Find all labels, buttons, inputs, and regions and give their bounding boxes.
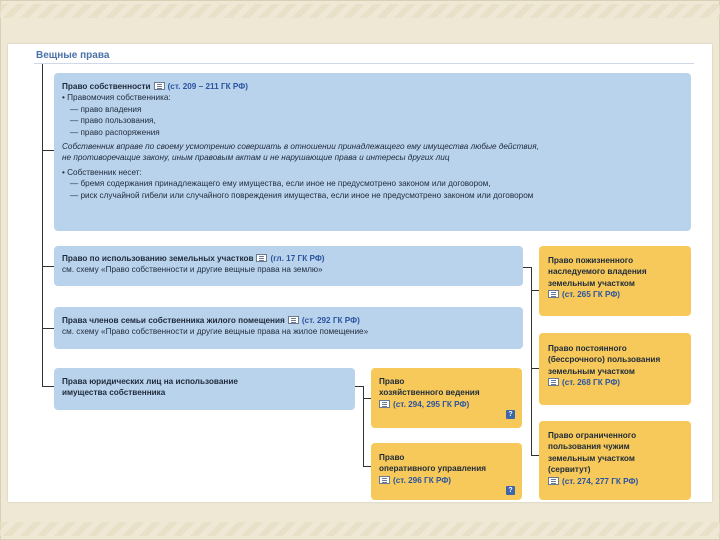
right-branch-servitude (531, 455, 539, 456)
economic-ref-link[interactable]: (ст. 294, 295 ГК РФ) (393, 399, 470, 409)
burden-item: — бремя содержания принадлежащего ему имущества, если иное не предусмотрено законом или договором, (70, 179, 491, 189)
document-icon[interactable] (548, 477, 559, 485)
legal-entities-heading-line-1: Права юридических лиц на использование (62, 377, 238, 386)
lifetime-ref-link[interactable]: (ст. 265 ГК РФ) (562, 290, 621, 300)
power-item: — право пользования, (70, 116, 156, 126)
right-trunk-line (531, 267, 532, 455)
power-item: — право распоряжения (70, 127, 160, 137)
document-icon[interactable] (288, 316, 299, 324)
power-item: — право владения (70, 104, 142, 114)
operative-title-line-1: Право (379, 453, 405, 462)
document-icon[interactable] (379, 476, 390, 484)
family-rights-see-link[interactable]: см. схему «Право собственности и другие вещные права на жилое помещение» (62, 327, 369, 337)
legal-entities-heading-line-2: имущества собственника (62, 388, 166, 398)
economic-title-line-1: Право (379, 377, 405, 386)
document-icon[interactable] (548, 290, 559, 298)
lifetime-title-line-3: земельным участком (548, 278, 635, 288)
family-rights-heading: Права членов семьи собственника жилого помещения (62, 316, 285, 325)
economic-title-line-2: хозяйственного ведения (379, 388, 480, 398)
decorative-stripe-bottom (0, 522, 720, 536)
branch-line-family (42, 328, 54, 329)
servitude-title-line-1: Право ограниченного (548, 431, 637, 440)
operative-ref-link[interactable]: (ст. 296 ГК РФ) (393, 475, 452, 485)
powers-title: • Правомочия собственника: (62, 93, 171, 103)
lifetime-title-line-1: Право пожизненного (548, 256, 634, 265)
legal-entities-connector (355, 386, 363, 387)
permanent-title-line-1: Право постоянного (548, 344, 627, 353)
branch-operative (363, 466, 371, 467)
permanent-ref-link[interactable]: (ст. 268 ГК РФ) (562, 378, 621, 388)
help-icon[interactable]: ? (506, 410, 515, 419)
document-icon[interactable] (154, 82, 165, 90)
economic-management-box (371, 368, 522, 428)
servitude-ref-link[interactable]: (ст. 274, 277 ГК РФ) (562, 476, 639, 486)
ownership-italic-text-1: Собственник вправе по своему усмотрению совершать в отношении принадлежащего ему имущества любые действия, (62, 142, 539, 152)
lifetime-title-line-2: наследуемого владения (548, 267, 647, 277)
burden-item: — риск случайной гибели или случайного повреждения имущества, если иное не предусмотрено законом или договором (70, 190, 534, 200)
land-use-connector (523, 267, 531, 268)
document-icon[interactable] (256, 254, 267, 262)
servitude-title-line-3: земельным участком (548, 453, 635, 463)
family-rights-ref-link[interactable]: (ст. 292 ГК РФ) (301, 316, 360, 325)
ownership-heading: Право собственности (62, 82, 151, 91)
main-trunk-line (42, 64, 43, 386)
help-icon[interactable]: ? (506, 486, 515, 495)
permanent-use-box (539, 333, 691, 405)
burdens-title: • Собственник несет: (62, 167, 142, 177)
land-use-see-link[interactable]: см. схему «Право собственности и другие вещные права на землю» (62, 265, 323, 275)
decorative-stripe-top (0, 4, 720, 18)
servitude-box (539, 421, 691, 500)
branch-line-ownership (42, 150, 54, 151)
ownership-ref-link[interactable]: (ст. 209 – 211 ГК РФ) (167, 82, 248, 91)
ownership-italic-text-2: не противоречащие закону, иным правовым актам и не нарушающие права и интересы других лиц (62, 153, 450, 163)
legal-entities-box (54, 368, 355, 410)
document-icon[interactable] (548, 378, 559, 386)
servitude-title-line-2: пользования чужим (548, 442, 630, 452)
lifetime-possession-box (539, 246, 691, 316)
servitude-title-line-4: (сервитут) (548, 465, 591, 475)
branch-line-legal-entities (42, 386, 54, 387)
right-branch-lifetime (531, 290, 539, 291)
operative-title-line-2: оперативного управления (379, 464, 487, 474)
family-rights-box (54, 307, 523, 349)
document-icon[interactable] (379, 400, 390, 408)
land-use-ref-link[interactable]: (гл. 17 ГК РФ) (270, 254, 325, 263)
branch-economic (363, 398, 371, 399)
ownership-box (54, 73, 691, 231)
land-use-heading: Право по использованию земельных участков (62, 254, 254, 263)
operative-management-box (371, 443, 522, 500)
branch-line-land-use (42, 266, 54, 267)
diagram-title: Вещные права (36, 50, 110, 61)
title-underline (34, 63, 694, 64)
land-use-box (54, 246, 523, 286)
permanent-title-line-3: земельным участком (548, 366, 635, 376)
permanent-title-line-2: (бессрочного) пользования (548, 355, 661, 365)
right-branch-permanent (531, 368, 539, 369)
